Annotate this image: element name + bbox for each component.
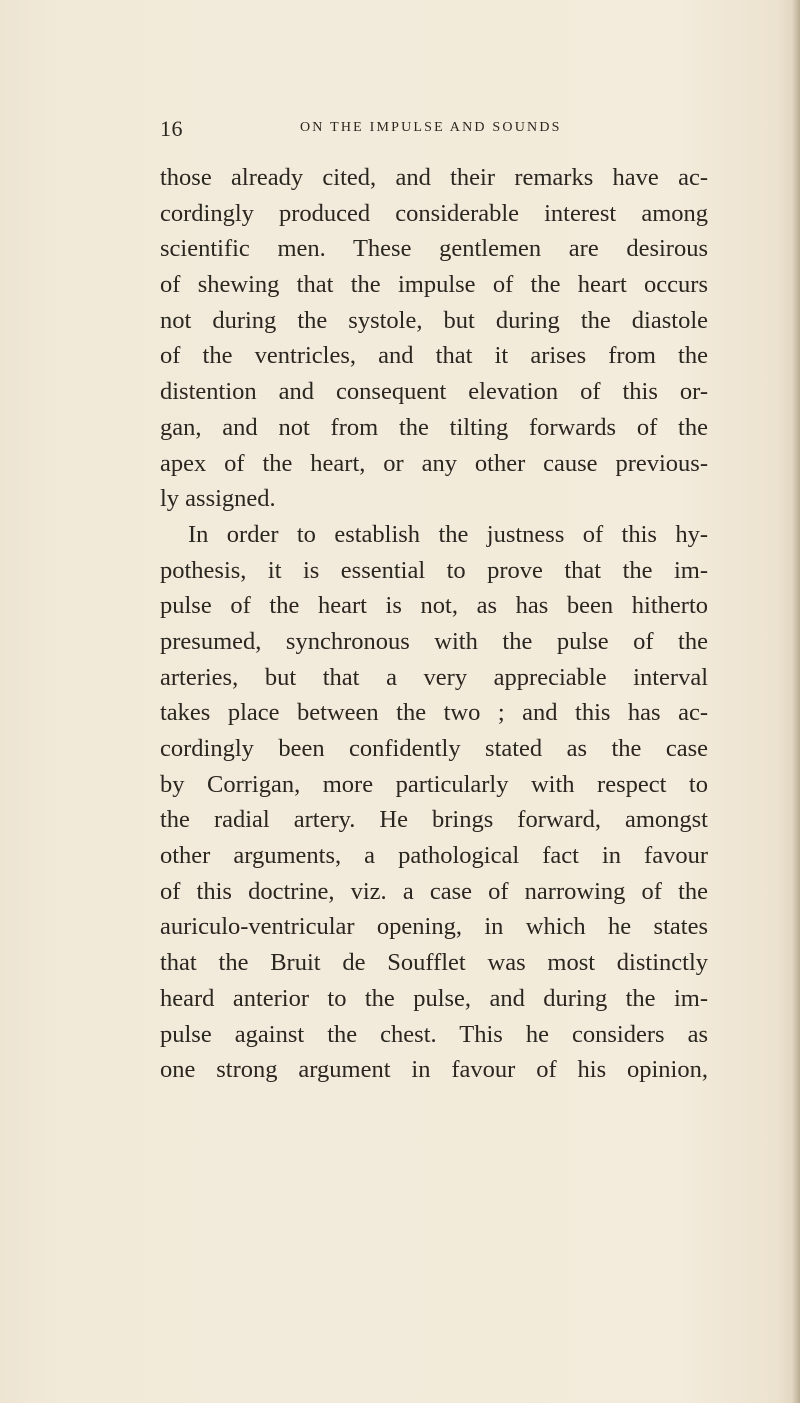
text-line: scientific men. These gentlemen are desirous bbox=[160, 235, 708, 263]
page-edge-shadow bbox=[792, 0, 800, 1403]
page-header bbox=[160, 118, 708, 142]
text-line: presumed, synchronous with the pulse of the bbox=[160, 627, 708, 655]
text-line: cordingly produced considerable interest among bbox=[160, 199, 708, 227]
text-line: auriculo-ventricular opening, in which he states bbox=[160, 913, 708, 941]
text-line: distention and consequent elevation of this or- bbox=[160, 378, 708, 406]
text-line: the radial artery. He brings forward, amongst bbox=[160, 806, 708, 834]
text-line: other arguments, a pathological fact in favour bbox=[160, 842, 708, 870]
text-line: pothesis, it is essential to prove that the im- bbox=[160, 556, 708, 584]
text-line: takes place between the two ; and this has ac- bbox=[160, 699, 708, 727]
text-line: those already cited, and their remarks have ac- bbox=[160, 164, 708, 191]
text-line: apex of the heart, or any other cause previous- bbox=[160, 449, 708, 477]
body-text bbox=[160, 160, 708, 1088]
running-head: ON THE IMPULSE AND SOUNDS bbox=[300, 120, 562, 135]
text-line: of shewing that the impulse of the heart occurs bbox=[160, 271, 708, 299]
text-line: by Corrigan, more particularly with respect to bbox=[160, 770, 708, 798]
page-number: 16 bbox=[160, 116, 183, 141]
text-line: pulse against the chest. This he considers as bbox=[160, 1020, 708, 1048]
text-line: arteries, but that a very appreciable interval bbox=[160, 663, 708, 691]
text-line: not during the systole, but during the diastole bbox=[160, 306, 708, 334]
text-line: that the Bruit de Soufflet was most distinctly bbox=[160, 949, 708, 977]
text-line: one strong argument in favour of his opinion, bbox=[160, 1056, 708, 1084]
text-line: pulse of the heart is not, as has been hitherto bbox=[160, 592, 708, 620]
text-line: gan, and not from the tilting forwards of the bbox=[160, 413, 708, 441]
text-line: heard anterior to the pulse, and during the im- bbox=[160, 984, 708, 1012]
text-line: ly assigned. bbox=[160, 485, 276, 513]
text-line: In order to establish the justness of this hy- bbox=[188, 520, 708, 548]
text-line: cordingly been confidently stated as the case bbox=[160, 735, 708, 762]
text-line: of the ventricles, and that it arises from the bbox=[160, 342, 708, 370]
text-line: of this doctrine, viz. a case of narrowing of the bbox=[160, 877, 708, 905]
